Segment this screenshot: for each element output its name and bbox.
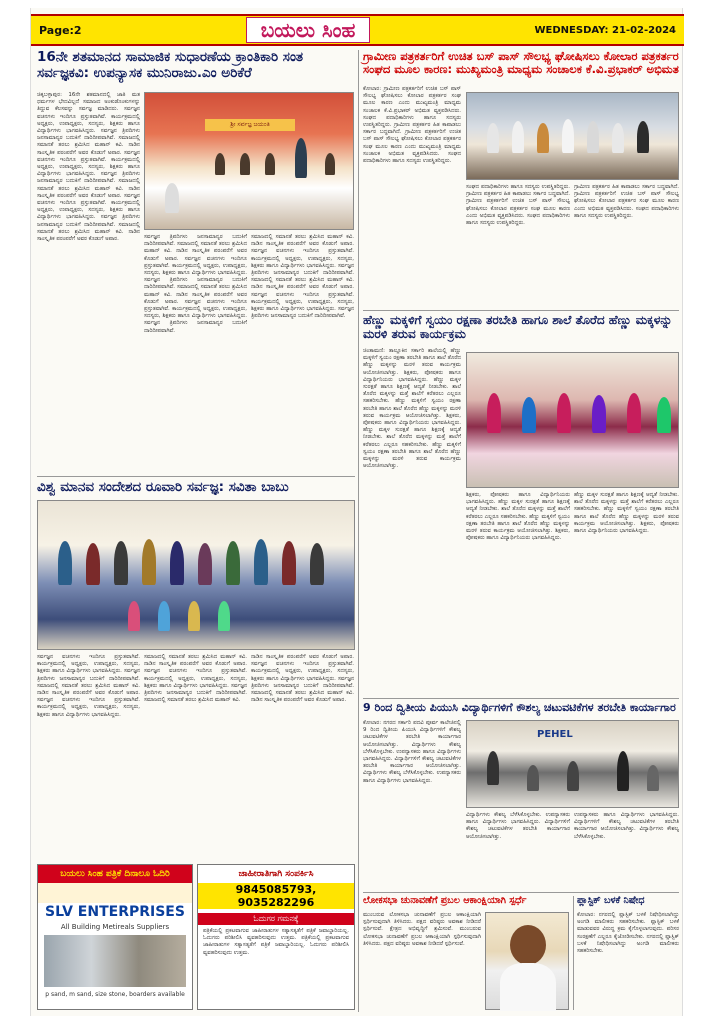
right-headline-3: 9 ರಿಂದ ದ್ವಿತೀಯ ಪಿಯುಸಿ ವಿದ್ಯಾರ್ಥಿಗಳಿಗೆ ಕೌಶಲ್ಯ ಚಟುವಟಿಕೆಗಳ ತರಬೇತಿ ಕಾರ್ಯಾಗಾರ xyxy=(363,701,676,714)
sarvajna-jayanti-stage-photo xyxy=(144,92,354,230)
right-article-3-text-col3: ಉಪನ್ಯಾಸಕರು ಹಾಗೂ ವಿದ್ಯಾರ್ಥಿಗಳು ಭಾಗವಹಿಸಿದ್ದರು. ವಿದ್ಯಾರ್ಥಿಗಳಿಗೆ ಕೌಶಲ್ಯ ಚಟುವಟಿಕೆಗಳ ತರಬೇತಿ ಕಾರ್ಯಾಗಾರ ಆಯೋಜಿಸಲಾಗಿತ್ತು. ವಿದ್ಯಾರ್ಥಿಗಳು ಕೌಶಲ್ಯ ಬೆಳೆಸಿಕೊಳ್ಳಬೇಕು. xyxy=(574,812,679,840)
stage-banner: ಶ್ರೀ ಸರ್ವಜ್ಞ ಜಯಂತಿ xyxy=(205,119,295,131)
left-article-1-text-col3: ಸಮಾಜದಲ್ಲಿ ಸಮಾನತೆ ತರಲು ಶ್ರಮಿಸಿದ ಮಹಾನ್ ಕವಿ. ನಾಡಿನ ಸಾಂಸ್ಕೃತಿಕ ಪರಂಪರೆಗೆ ಅವರ ಕೊಡುಗೆ ಅಪಾರ. ಸರ್ವಜ್ಞನ ವಚನಗಳು ಇಂದಿಗೂ ಪ್ರಸ್ತುತವಾಗಿವೆ. ಕಾರ್ಯಕ್ರಮದಲ್ಲಿ ಅಧ್ಯಕ್ಷರು, ಉಪಾಧ್ಯಕ್ಷರು, ಸದಸ್ಯರು, ಶಿಕ್ಷಕರು ಹಾಗೂ ವಿದ್ಯಾರ್ಥಿಗಳು ಭಾಗವಹಿಸಿದ್ದರು. ಸರ್ವಜ್ಞನ ತ್ರಿಪದಿಗಳು ಜನಸಾಮಾನ್ಯರ ಬದುಕಿಗೆ ದಾರಿದೀಪವಾಗಿವೆ. ಸಮಾಜದಲ್ಲಿ ಸಮಾನತೆ ತರಲು ಶ್ರಮಿಸಿದ ಮಹಾನ್ ಕವಿ. ನಾಡಿನ ಸಾಂಸ್ಕೃತಿಕ ಪರಂಪರೆಗೆ ಅವರ ಕೊಡುಗೆ ಅಪಾರ. ಸರ್ವಜ್ಞನ ವಚನಗಳು ಇಂದಿಗೂ ಪ್ರಸ್ತುತವಾಗಿವೆ. ಕಾರ್ಯಕ್ರಮದಲ್ಲಿ ಅಧ್ಯಕ್ಷರು, ಉಪಾಧ್ಯಕ್ಷರು, ಸದಸ್ಯರು, ಶಿಕ್ಷಕರು ಹಾಗೂ ವಿದ್ಯಾರ್ಥಿಗಳು ಭಾಗವಹಿಸಿದ್ದರು. ಸರ್ವಜ್ಞನ ತ್ರಿಪದಿಗಳು ಜನಸಾಮಾನ್ಯರ ಬದುಕಿಗೆ ದಾರಿದೀಪವಾಗಿವೆ. xyxy=(251,234,354,320)
right-article-3-text: ಕೋಲಾರ: ನಗರದ ಸರ್ಕಾರಿ ಪದವಿ ಪೂರ್ವ ಕಾಲೇಜಿನಲ್ಲಿ 9 ರಿಂದ ದ್ವಿತೀಯ ಪಿಯುಸಿ ವಿದ್ಯಾರ್ಥಿಗಳಿಗೆ ಕೌಶಲ್ಯ ಚಟುವಟಿಕೆಗಳ ತರಬೇತಿ ಕಾರ್ಯಾಗಾರ ಆಯೋಜಿಸಲಾಗಿತ್ತು. ವಿದ್ಯಾರ್ಥಿಗಳು ಕೌಶಲ್ಯ ಬೆಳೆಸಿಕೊಳ್ಳಬೇಕು. ಉಪನ್ಯಾಸಕರು ಹಾಗೂ ವಿದ್ಯಾರ್ಥಿಗಳು ಭಾಗವಹಿಸಿದ್ದರು. ವಿದ್ಯಾರ್ಥಿಗಳಿಗೆ ಕೌಶಲ್ಯ ಚಟುವಟಿಕೆಗಳ ತರಬೇತಿ ಕಾರ್ಯಾಗಾರ ಆಯೋಜಿಸಲಾಗಿತ್ತು. ವಿದ್ಯಾರ್ಥಿಗಳು ಕೌಶಲ್ಯ ಬೆಳೆಸಿಕೊಳ್ಳಬೇಕು. ಉಪನ್ಯಾಸಕರು ಹಾಗೂ ವಿದ್ಯಾರ್ಥಿಗಳು ಭಾಗವಹಿಸಿದ್ದರು. xyxy=(363,720,461,784)
subscribe-banner: ಬಯಲು ಸಿಂಹ ಪತ್ರಿಕೆ ದಿನಾಲೂ ಓದಿರಿ xyxy=(38,865,192,883)
masthead xyxy=(31,14,684,46)
candidate-portrait xyxy=(485,912,569,1010)
right-article-3-text-col2: ವಿದ್ಯಾರ್ಥಿಗಳು ಕೌಶಲ್ಯ ಬೆಳೆಸಿಕೊಳ್ಳಬೇಕು. ಉಪನ್ಯಾಸಕರು ಹಾಗೂ ವಿದ್ಯಾರ್ಥಿಗಳು ಭಾಗವಹಿಸಿದ್ದರು. ವಿದ್ಯಾರ್ಥಿಗಳಿಗೆ ಕೌಶಲ್ಯ ಚಟುವಟಿಕೆಗಳ ತರಬೇತಿ ಕಾರ್ಯಾಗಾರ ಆಯೋಜಿಸಲಾಗಿತ್ತು. xyxy=(466,812,570,840)
ad-contact-phone: 9845085793, 9035282296 xyxy=(198,883,354,909)
press-meet-photo xyxy=(466,92,679,180)
left-article-1-text-col2: ಸರ್ವಜ್ಞನ ತ್ರಿಪದಿಗಳು ಜನಸಾಮಾನ್ಯರ ಬದುಕಿಗೆ ದಾರಿದೀಪವಾಗಿವೆ. ಸಮಾಜದಲ್ಲಿ ಸಮಾನತೆ ತರಲು ಶ್ರಮಿಸಿದ ಮಹಾನ್ ಕವಿ. ನಾಡಿನ ಸಾಂಸ್ಕೃತಿಕ ಪರಂಪರೆಗೆ ಅವರ ಕೊಡುಗೆ ಅಪಾರ. ಸರ್ವಜ್ಞನ ವಚನಗಳು ಇಂದಿಗೂ ಪ್ರಸ್ತುತವಾಗಿವೆ. ಕಾರ್ಯಕ್ರಮದಲ್ಲಿ ಅಧ್ಯಕ್ಷರು, ಉಪಾಧ್ಯಕ್ಷರು, ಸದಸ್ಯರು, ಶಿಕ್ಷಕರು ಹಾಗೂ ವಿದ್ಯಾರ್ಥಿಗಳು ಭಾಗವಹಿಸಿದ್ದರು. ಸರ್ವಜ್ಞನ ತ್ರಿಪದಿಗಳು ಜನಸಾಮಾನ್ಯರ ಬದುಕಿಗೆ ದಾರಿದೀಪವಾಗಿವೆ. ಸಮಾಜದಲ್ಲಿ ಸಮಾನತೆ ತರಲು ಶ್ರಮಿಸಿದ ಮಹಾನ್ ಕವಿ. ನಾಡಿನ ಸಾಂಸ್ಕೃತಿಕ ಪರಂಪರೆಗೆ ಅವರ ಕೊಡುಗೆ ಅಪಾರ. ಸರ್ವಜ್ಞನ ವಚನಗಳು ಇಂದಿಗೂ ಪ್ರಸ್ತುತವಾಗಿವೆ. ಕಾರ್ಯಕ್ರಮದಲ್ಲಿ ಅಧ್ಯಕ್ಷರು, ಉಪಾಧ್ಯಕ್ಷರು, ಸದಸ್ಯರು, ಶಿಕ್ಷಕರು ಹಾಗೂ ವಿದ್ಯಾರ್ಥಿಗಳು ಭಾಗವಹಿಸಿದ್ದರು. ಸರ್ವಜ್ಞನ ತ್ರಿಪದಿಗಳು ಜನಸಾಮಾನ್ಯರ ಬದುಕಿಗೆ ದಾರಿದೀಪವಾಗಿವೆ. xyxy=(144,234,247,334)
right-headline-2: ಹೆಣ್ಣು ಮಕ್ಕಳಿಗೆ ಸ್ವಯಂ ರಕ್ಷಣಾ ತರಬೇತಿ ಹಾಗೂ ಶಾಲೆ ತೊರೆದ ಹೆಣ್ಣು ಮಕ್ಕಳನ್ನು ಮರಳಿ ತರುವ ಕಾರ್ಯಕ್ರಮ xyxy=(363,313,673,341)
savita-babu-group-photo xyxy=(37,500,355,650)
right-article-4 xyxy=(363,896,571,907)
right-article-1 xyxy=(363,50,679,76)
right-article-3 xyxy=(363,702,679,715)
right-headline-1: ಗ್ರಾಮೀಣ ಪತ್ರಕರ್ತರಿಗೆ ಉಚಿತ ಬಸ್ ಪಾಸ್ ಸೌಲಭ್ಯ ಘೋಷಿಸಲು ಕೋಲಾರ ಪತ್ರಕರ್ತರ ಸಂಘದ ಮೂಲ ಕಾರಣ: ಮುಖ್ಯಮಂತ್ರಿ ಮಾಧ್ಯಮ ಸಂಚಾಲಕ ಕೆ.ವಿ.ಪ್ರಭಾಕರ್ ಅಭಿಮತ xyxy=(363,49,679,77)
right-article-2-text: ಚಿಂತಾಮಣಿ: ತಾಲ್ಲೂಕಿನ ಸರ್ಕಾರಿ ಶಾಲೆಯಲ್ಲಿ ಹೆಣ್ಣು ಮಕ್ಕಳಿಗೆ ಸ್ವಯಂ ರಕ್ಷಣಾ ತರಬೇತಿ ಹಾಗೂ ಶಾಲೆ ತೊರೆದ ಹೆಣ್ಣು ಮಕ್ಕಳನ್ನು ಮರಳಿ ತರುವ ಕಾರ್ಯಕ್ರಮ ಆಯೋಜಿಸಲಾಗಿತ್ತು. ಶಿಕ್ಷಕರು, ಪೋಷಕರು ಹಾಗೂ ವಿದ್ಯಾರ್ಥಿನಿಯರು ಭಾಗವಹಿಸಿದ್ದರು. ಹೆಣ್ಣು ಮಕ್ಕಳ ಸುರಕ್ಷತೆ ಹಾಗೂ ಶಿಕ್ಷಣಕ್ಕೆ ಆದ್ಯತೆ ನೀಡಬೇಕು. ಶಾಲೆ ತೊರೆದ ಮಕ್ಕಳನ್ನು ಮತ್ತೆ ಶಾಲೆಗೆ ಕರೆತರಲು ಎಲ್ಲರೂ ಸಹಕರಿಸಬೇಕು. ಹೆಣ್ಣು ಮಕ್ಕಳಿಗೆ ಸ್ವಯಂ ರಕ್ಷಣಾ ತರಬೇತಿ ಹಾಗೂ ಶಾಲೆ ತೊರೆದ ಹೆಣ್ಣು ಮಕ್ಕಳನ್ನು ಮರಳಿ ತರುವ ಕಾರ್ಯಕ್ರಮ ಆಯೋಜಿಸಲಾಗಿತ್ತು. ಶಿಕ್ಷಕರು, ಪೋಷಕರು ಹಾಗೂ ವಿದ್ಯಾರ್ಥಿನಿಯರು ಭಾಗವಹಿಸಿದ್ದರು. ಹೆಣ್ಣು ಮಕ್ಕಳ ಸುರಕ್ಷತೆ ಹಾಗೂ ಶಿಕ್ಷಣಕ್ಕೆ ಆದ್ಯತೆ ನೀಡಬೇಕು. ಶಾಲೆ ತೊರೆದ ಮಕ್ಕಳನ್ನು ಮತ್ತೆ ಶಾಲೆಗೆ ಕರೆತರಲು ಎಲ್ಲರೂ ಸಹಕರಿಸಬೇಕು. ಹೆಣ್ಣು ಮಕ್ಕಳಿಗೆ ಸ್ವಯಂ ರಕ್ಷಣಾ ತರಬೇತಿ ಹಾಗೂ ಶಾಲೆ ತೊರೆದ ಹೆಣ್ಣು ಮಕ್ಕಳನ್ನು ಮರಳಿ ತರುವ ಕಾರ್ಯಕ್ರಮ ಆಯೋಜಿಸಲಾಗಿತ್ತು. xyxy=(363,348,461,470)
issue-date: WEDNESDAY: 21-02-2024 xyxy=(534,24,676,36)
right-article-1-text-col3: ಗ್ರಾಮೀಣ ಪತ್ರಕರ್ತರ ಹಿತ ಕಾಪಾಡಲು ಸರ್ಕಾರ ಬದ್ಧವಾಗಿದೆ. ಗ್ರಾಮೀಣ ಪತ್ರಕರ್ತರಿಗೆ ಉಚಿತ ಬಸ್ ಪಾಸ್ ಸೌಲಭ್ಯ ಘೋಷಿಸಲು ಕೋಲಾರ ಪತ್ರಕರ್ತರ ಸಂಘ ಮೂಲ ಕಾರಣ ಎಂದು ಅಭಿಮತ ವ್ಯಕ್ತಪಡಿಸಿದರು. ಸಂಘದ ಪದಾಧಿಕಾರಿಗಳು ಹಾಗೂ ಸದಸ್ಯರು ಉಪಸ್ಥಿತರಿದ್ದರು. xyxy=(574,184,679,219)
skills-workshop-photo xyxy=(466,720,679,808)
left-article-2 xyxy=(37,480,355,496)
slv-items: p sand, m sand, size stone, boarders available xyxy=(45,991,185,998)
left-article-1-text: ಚಿಕ್ಕಬಳ್ಳಾಪುರ: 16ನೇ ಶತಮಾನದಲ್ಲಿ ಜಾತಿ ಮತ ಧರ್ಮಗಳ ಭೇದವಿಲ್ಲದೆ ಸಮಾಜದ ಅಂಕುಡೊಂಕುಗಳನ್ನು ತಿದ್ದುವ ಕೆಲಸವನ್ನು ಸರ್ವಜ್ಞ ಮಾಡಿದರು. ಸರ್ವಜ್ಞನ ವಚನಗಳು ಇಂದಿಗೂ ಪ್ರಸ್ತುತವಾಗಿವೆ. ಕಾರ್ಯಕ್ರಮದಲ್ಲಿ ಅಧ್ಯಕ್ಷರು, ಉಪಾಧ್ಯಕ್ಷರು, ಸದಸ್ಯರು, ಶಿಕ್ಷಕರು ಹಾಗೂ ವಿದ್ಯಾರ್ಥಿಗಳು ಭಾಗವಹಿಸಿದ್ದರು. ಸರ್ವಜ್ಞನ ತ್ರಿಪದಿಗಳು ಜನಸಾಮಾನ್ಯರ ಬದುಕಿಗೆ ದಾರಿದೀಪವಾಗಿವೆ. ಸಮಾಜದಲ್ಲಿ ಸಮಾನತೆ ತರಲು ಶ್ರಮಿಸಿದ ಮಹಾನ್ ಕವಿ. ನಾಡಿನ ಸಾಂಸ್ಕೃತಿಕ ಪರಂಪರೆಗೆ ಅವರ ಕೊಡುಗೆ ಅಪಾರ. ಸರ್ವಜ್ಞನ ವಚನಗಳು ಇಂದಿಗೂ ಪ್ರಸ್ತುತವಾಗಿವೆ. ಕಾರ್ಯಕ್ರಮದಲ್ಲಿ ಅಧ್ಯಕ್ಷರು, ಉಪಾಧ್ಯಕ್ಷರು, ಸದಸ್ಯರು, ಶಿಕ್ಷಕರು ಹಾಗೂ ವಿದ್ಯಾರ್ಥಿಗಳು ಭಾಗವಹಿಸಿದ್ದರು. ಸರ್ವಜ್ಞನ ತ್ರಿಪದಿಗಳು ಜನಸಾಮಾನ್ಯರ ಬದುಕಿಗೆ ದಾರಿದೀಪವಾಗಿವೆ. ಸಮಾಜದಲ್ಲಿ ಸಮಾನತೆ ತರಲು ಶ್ರಮಿಸಿದ ಮಹಾನ್ ಕವಿ. ನಾಡಿನ ಸಾಂಸ್ಕೃತಿಕ ಪರಂಪರೆಗೆ ಅವರ ಕೊಡುಗೆ ಅಪಾರ. ಸರ್ವಜ್ಞನ ವಚನಗಳು ಇಂದಿಗೂ ಪ್ರಸ್ತುತವಾಗಿವೆ. ಕಾರ್ಯಕ್ರಮದಲ್ಲಿ ಅಧ್ಯಕ್ಷರು, ಉಪಾಧ್ಯಕ್ಷರು, ಸದಸ್ಯರು, ಶಿಕ್ಷಕರು ಹಾಗೂ ವಿದ್ಯಾರ್ಥಿಗಳು ಭಾಗವಹಿಸಿದ್ದರು. ಸರ್ವಜ್ಞನ ತ್ರಿಪದಿಗಳು ಜನಸಾಮಾನ್ಯರ ಬದುಕಿಗೆ ದಾರಿದೀಪವಾಗಿವೆ. ಸಮಾಜದಲ್ಲಿ ಸಮಾನತೆ ತರಲು ಶ್ರಮಿಸಿದ ಮಹಾನ್ ಕವಿ. ನಾಡಿನ ಸಾಂಸ್ಕೃತಿಕ ಪರಂಪರೆಗೆ ಅವರ ಕೊಡುಗೆ ಅಪಾರ. xyxy=(37,92,140,243)
right-article-1-text: ಕೋಲಾರ: ಗ್ರಾಮೀಣ ಪತ್ರಕರ್ತರಿಗೆ ಉಚಿತ ಬಸ್ ಪಾಸ್ ಸೌಲಭ್ಯ ಘೋಷಿಸಲು ಕೋಲಾರ ಪತ್ರಕರ್ತರ ಸಂಘ ಮೂಲ ಕಾರಣ ಎಂದು ಮುಖ್ಯಮಂತ್ರಿ ಮಾಧ್ಯಮ ಸಂಚಾಲಕ ಕೆ.ವಿ.ಪ್ರಭಾಕರ್ ಅಭಿಮತ ವ್ಯಕ್ತಪಡಿಸಿದರು. ಸಂಘದ ಪದಾಧಿಕಾರಿಗಳು ಹಾಗೂ ಸದಸ್ಯರು ಉಪಸ್ಥಿತರಿದ್ದರು. ಗ್ರಾಮೀಣ ಪತ್ರಕರ್ತರ ಹಿತ ಕಾಪಾಡಲು ಸರ್ಕಾರ ಬದ್ಧವಾಗಿದೆ. ಗ್ರಾಮೀಣ ಪತ್ರಕರ್ತರಿಗೆ ಉಚಿತ ಬಸ್ ಪಾಸ್ ಸೌಲಭ್ಯ ಘೋಷಿಸಲು ಕೋಲಾರ ಪತ್ರಕರ್ತರ ಸಂಘ ಮೂಲ ಕಾರಣ ಎಂದು ಮುಖ್ಯಮಂತ್ರಿ ಮಾಧ್ಯಮ ಸಂಚಾಲಕ ಅಭಿಮತ ವ್ಯಕ್ತಪಡಿಸಿದರು. ಸಂಘದ ಪದಾಧಿಕಾರಿಗಳು ಹಾಗೂ ಸದಸ್ಯರು ಉಪಸ್ಥಿತರಿದ್ದರು. xyxy=(363,86,461,165)
newspaper-page xyxy=(30,8,683,1016)
self-defense-training-photo xyxy=(466,352,679,488)
right-article-2-text-col3: ಹೆಣ್ಣು ಮಕ್ಕಳ ಸುರಕ್ಷತೆ ಹಾಗೂ ಶಿಕ್ಷಣಕ್ಕೆ ಆದ್ಯತೆ ನೀಡಬೇಕು. ಶಾಲೆ ತೊರೆದ ಮಕ್ಕಳನ್ನು ಮತ್ತೆ ಶಾಲೆಗೆ ಕರೆತರಲು ಎಲ್ಲರೂ ಸಹಕರಿಸಬೇಕು. ಹೆಣ್ಣು ಮಕ್ಕಳಿಗೆ ಸ್ವಯಂ ರಕ್ಷಣಾ ತರಬೇತಿ ಹಾಗೂ ಶಾಲೆ ತೊರೆದ ಹೆಣ್ಣು ಮಕ್ಕಳನ್ನು ಮರಳಿ ತರುವ ಕಾರ್ಯಕ್ರಮ ಆಯೋಜಿಸಲಾಗಿತ್ತು. ಶಿಕ್ಷಕರು, ಪೋಷಕರು ಹಾಗೂ ವಿದ್ಯಾರ್ಥಿನಿಯರು ಭಾಗವಹಿಸಿದ್ದರು. xyxy=(574,492,679,535)
pehel-banner: PEHEL xyxy=(537,729,573,740)
slv-name: SLV ENTERPRISES xyxy=(45,904,185,920)
left-article-2-text-col2: ಸಮಾಜದಲ್ಲಿ ಸಮಾನತೆ ತರಲು ಶ್ರಮಿಸಿದ ಮಹಾನ್ ಕವಿ. ನಾಡಿನ ಸಾಂಸ್ಕೃತಿಕ ಪರಂಪರೆಗೆ ಅವರ ಕೊಡುಗೆ ಅಪಾರ. ಸರ್ವಜ್ಞನ ವಚನಗಳು ಇಂದಿಗೂ ಪ್ರಸ್ತುತವಾಗಿವೆ. ಕಾರ್ಯಕ್ರಮದಲ್ಲಿ ಅಧ್ಯಕ್ಷರು, ಉಪಾಧ್ಯಕ್ಷರು, ಸದಸ್ಯರು, ಶಿಕ್ಷಕರು ಹಾಗೂ ವಿದ್ಯಾರ್ಥಿಗಳು ಭಾಗವಹಿಸಿದ್ದರು. ಸರ್ವಜ್ಞನ ತ್ರಿಪದಿಗಳು ಜನಸಾಮಾನ್ಯರ ಬದುಕಿಗೆ ದಾರಿದೀಪವಾಗಿವೆ. ಸಮಾಜದಲ್ಲಿ ಸಮಾನತೆ ತರಲು ಶ್ರಮಿಸಿದ ಮಹಾನ್ ಕವಿ. xyxy=(144,654,247,704)
slv-enterprises-ad xyxy=(37,864,193,1010)
left-headline-1: 16ನೇ ಶತಮಾನದ ಸಾಮಾಜಿಕ ಸುಧಾರಣೆಯ ಕ್ರಾಂತಿಕಾರಿ ಸಂತ ಸರ್ವಜ್ಞಕವಿ: ಉಪನ್ಯಾಸಕ ಮುನಿರಾಜು.ಎಂ ಅರಿಕೆರೆ xyxy=(37,49,304,81)
notice-title: ಓದುಗರ ಗಮನಕ್ಕೆ xyxy=(198,913,354,925)
left-article-2-text: ಸರ್ವಜ್ಞನ ವಚನಗಳು ಇಂದಿಗೂ ಪ್ರಸ್ತುತವಾಗಿವೆ. ಕಾರ್ಯಕ್ರಮದಲ್ಲಿ ಅಧ್ಯಕ್ಷರು, ಉಪಾಧ್ಯಕ್ಷರು, ಸದಸ್ಯರು, ಶಿಕ್ಷಕರು ಹಾಗೂ ವಿದ್ಯಾರ್ಥಿಗಳು ಭಾಗವಹಿಸಿದ್ದರು. ಸರ್ವಜ್ಞನ ತ್ರಿಪದಿಗಳು ಜನಸಾಮಾನ್ಯರ ಬದುಕಿಗೆ ದಾರಿದೀಪವಾಗಿವೆ. ಸಮಾಜದಲ್ಲಿ ಸಮಾನತೆ ತರಲು ಶ್ರಮಿಸಿದ ಮಹಾನ್ ಕವಿ. ನಾಡಿನ ಸಾಂಸ್ಕೃತಿಕ ಪರಂಪರೆಗೆ ಅವರ ಕೊಡುಗೆ ಅಪಾರ. ಸರ್ವಜ್ಞನ ವಚನಗಳು ಇಂದಿಗೂ ಪ್ರಸ್ತುತವಾಗಿವೆ. ಕಾರ್ಯಕ್ರಮದಲ್ಲಿ ಅಧ್ಯಕ್ಷರು, ಉಪಾಧ್ಯಕ್ಷರು, ಸದಸ್ಯರು, ಶಿಕ್ಷಕರು ಹಾಗೂ ವಿದ್ಯಾರ್ಥಿಗಳು ಭಾಗವಹಿಸಿದ್ದರು. xyxy=(37,654,140,718)
left-headline-2: ವಿಶ್ವ ಮಾನವ ಸಂದೇಶದ ರೂವಾರಿ ಸರ್ವಜ್ಞ: ಸವಿತಾ ಬಾಬು xyxy=(37,479,289,495)
ad-contact-title: ಜಾಹೀರಾತಿಗಾಗಿ ಸಂಪರ್ಕಿಸಿ xyxy=(238,869,314,879)
right-headline-5: ಪ್ಲಾಸ್ಟಿಕ್ ಬಳಕೆ ನಿಷೇಧ xyxy=(577,895,645,906)
right-article-1-text-col2: ಸಂಘದ ಪದಾಧಿಕಾರಿಗಳು ಹಾಗೂ ಸದಸ್ಯರು ಉಪಸ್ಥಿತರಿದ್ದರು. ಗ್ರಾಮೀಣ ಪತ್ರಕರ್ತರ ಹಿತ ಕಾಪಾಡಲು ಸರ್ಕಾರ ಬದ್ಧವಾಗಿದೆ. ಗ್ರಾಮೀಣ ಪತ್ರಕರ್ತರಿಗೆ ಉಚಿತ ಬಸ್ ಪಾಸ್ ಸೌಲಭ್ಯ ಘೋಷಿಸಲು ಕೋಲಾರ ಪತ್ರಕರ್ತರ ಸಂಘ ಮೂಲ ಕಾರಣ ಎಂದು ಅಭಿಮತ ವ್ಯಕ್ತಪಡಿಸಿದರು. ಸಂಘದ ಪದಾಧಿಕಾರಿಗಳು ಹಾಗೂ ಸದಸ್ಯರು ಉಪಸ್ಥಿತರಿದ್ದರು. xyxy=(466,184,570,227)
left-article-2-text-col3: ನಾಡಿನ ಸಾಂಸ್ಕೃತಿಕ ಪರಂಪರೆಗೆ ಅವರ ಕೊಡುಗೆ ಅಪಾರ. ಸರ್ವಜ್ಞನ ವಚನಗಳು ಇಂದಿಗೂ ಪ್ರಸ್ತುತವಾಗಿವೆ. ಕಾರ್ಯಕ್ರಮದಲ್ಲಿ ಅಧ್ಯಕ್ಷರು, ಉಪಾಧ್ಯಕ್ಷರು, ಸದಸ್ಯರು, ಶಿಕ್ಷಕರು ಹಾಗೂ ವಿದ್ಯಾರ್ಥಿಗಳು ಭಾಗವಹಿಸಿದ್ದರು. ಸರ್ವಜ್ಞನ ತ್ರಿಪದಿಗಳು ಜನಸಾಮಾನ್ಯರ ಬದುಕಿಗೆ ದಾರಿದೀಪವಾಗಿವೆ. ಸಮಾಜದಲ್ಲಿ ಸಮಾನತೆ ತರಲು ಶ್ರಮಿಸಿದ ಮಹಾನ್ ಕವಿ. ನಾಡಿನ ಸಾಂಸ್ಕೃತಿಕ ಪರಂಪರೆಗೆ ಅವರ ಕೊಡುಗೆ ಅಪಾರ. xyxy=(251,654,354,704)
right-article-5 xyxy=(577,896,679,907)
right-article-2-text-col2: ಶಿಕ್ಷಕರು, ಪೋಷಕರು ಹಾಗೂ ವಿದ್ಯಾರ್ಥಿನಿಯರು ಭಾಗವಹಿಸಿದ್ದರು. ಹೆಣ್ಣು ಮಕ್ಕಳ ಸುರಕ್ಷತೆ ಹಾಗೂ ಶಿಕ್ಷಣಕ್ಕೆ ಆದ್ಯತೆ ನೀಡಬೇಕು. ಶಾಲೆ ತೊರೆದ ಮಕ್ಕಳನ್ನು ಮತ್ತೆ ಶಾಲೆಗೆ ಕರೆತರಲು ಎಲ್ಲರೂ ಸಹಕರಿಸಬೇಕು. ಹೆಣ್ಣು ಮಕ್ಕಳಿಗೆ ಸ್ವಯಂ ರಕ್ಷಣಾ ತರಬೇತಿ ಹಾಗೂ ಶಾಲೆ ತೊರೆದ ಹೆಣ್ಣು ಮಕ್ಕಳನ್ನು ಮರಳಿ ತರುವ ಕಾರ್ಯಕ್ರಮ ಆಯೋಜಿಸಲಾಗಿತ್ತು. ಶಿಕ್ಷಕರು, ಪೋಷಕರು ಹಾಗೂ ವಿದ್ಯಾರ್ಥಿನಿಯರು ಭಾಗವಹಿಸಿದ್ದರು. xyxy=(466,492,570,542)
newspaper-title: ಬಯಲು ಸಿಂಹ xyxy=(246,17,371,43)
right-article-4-text: ಮುಂಬರುವ ಲೋಕಸಭಾ ಚುನಾವಣೆಗೆ ಪ್ರಬಲ ಆಕಾಂಕ್ಷಿಯಾಗಿ ಸ್ಪರ್ಧಿಸುವುದಾಗಿ ತಿಳಿಸಿದರು. ಪಕ್ಷದ ವರಿಷ್ಠರು ಅವಕಾಶ ನೀಡಿದರೆ ಸ್ಪರ್ಧಿಸುವೆ. ಕ್ಷೇತ್ರದ ಅಭಿವೃದ್ಧಿಗೆ ಶ್ರಮಿಸುವೆ. ಮುಂಬರುವ ಲೋಕಸಭಾ ಚುನಾವಣೆಗೆ ಪ್ರಬಲ ಆಕಾಂಕ್ಷಿಯಾಗಿ ಸ್ಪರ್ಧಿಸುವುದಾಗಿ ತಿಳಿಸಿದರು. ಪಕ್ಷದ ವರಿಷ್ಠರು ಅವಕಾಶ ನೀಡಿದರೆ ಸ್ಪರ್ಧಿಸುವೆ. xyxy=(363,912,481,947)
left-article-1 xyxy=(37,50,355,81)
right-article-5-text: ಕೋಲಾರ: ನಗರದಲ್ಲಿ ಪ್ಲಾಸ್ಟಿಕ್ ಬಳಕೆ ನಿಷೇಧಿಸಲಾಗಿದ್ದು ಅಂಗಡಿ ಮಾಲೀಕರು ಸಹಕರಿಸಬೇಕು. ಪ್ಲಾಸ್ಟಿಕ್ ಬಳಕೆ ಮಾಡುವವರ ವಿರುದ್ಧ ಕ್ರಮ ಕೈಗೊಳ್ಳಲಾಗುವುದು. ಪರಿಸರ ಸಂರಕ್ಷಣೆಗೆ ಎಲ್ಲರೂ ಕೈಜೋಡಿಸಬೇಕು. ನಗರದಲ್ಲಿ ಪ್ಲಾಸ್ಟಿಕ್ ಬಳಕೆ ನಿಷೇಧಿಸಲಾಗಿದ್ದು ಅಂಗಡಿ ಮಾಲೀಕರು ಸಹಕರಿಸಬೇಕು. xyxy=(577,912,679,955)
right-headline-4: ಲೋಕಸಭಾ ಚುನಾವಣೆಗೆ ಪ್ರಬಲ ಆಕಾಂಕ್ಷಿಯಾಗಿ ಸ್ಪರ್ಧೆ xyxy=(363,895,527,906)
ad-contact-box: ಜಾಹೀರಾತಿಗಾಗಿ ಸಂಪರ್ಕಿಸಿ 9845085793, 9035282296 ಓದುಗರ ಗಮನಕ್ಕೆ ಪತ್ರಿಕೆಯಲ್ಲಿ ಪ್ರಕಟವಾಗುವ ಜಾಹೀರಾತುಗಳ ಸತ್ಯಾಸತ್ಯತೆಗೆ ಪತ್ರಿಕೆ ಜವಾಬ್ದಾರಿಯಲ್ಲ. ಓದುಗರು ಪರಿಶೀಲಿಸಿ ವ್ಯವಹರಿಸುವುದು ಉತ್ತಮ. ಪತ್ರಿಕೆಯಲ್ಲಿ ಪ್ರಕಟವಾಗುವ ಜಾಹೀರಾತುಗಳ ಸತ್ಯಾಸತ್ಯತೆಗೆ ಪತ್ರಿಕೆ ಜವಾಬ್ದಾರಿಯಲ್ಲ. ಓದುಗರು ಪರಿಶೀಲಿಸಿ ವ್ಯವಹರಿಸುವುದು ಉತ್ತಮ. xyxy=(197,864,355,1010)
page-number: Page:2 xyxy=(39,23,82,37)
right-article-2 xyxy=(363,314,679,342)
slv-tagline: All Building Metireals Suppliers xyxy=(60,923,170,931)
